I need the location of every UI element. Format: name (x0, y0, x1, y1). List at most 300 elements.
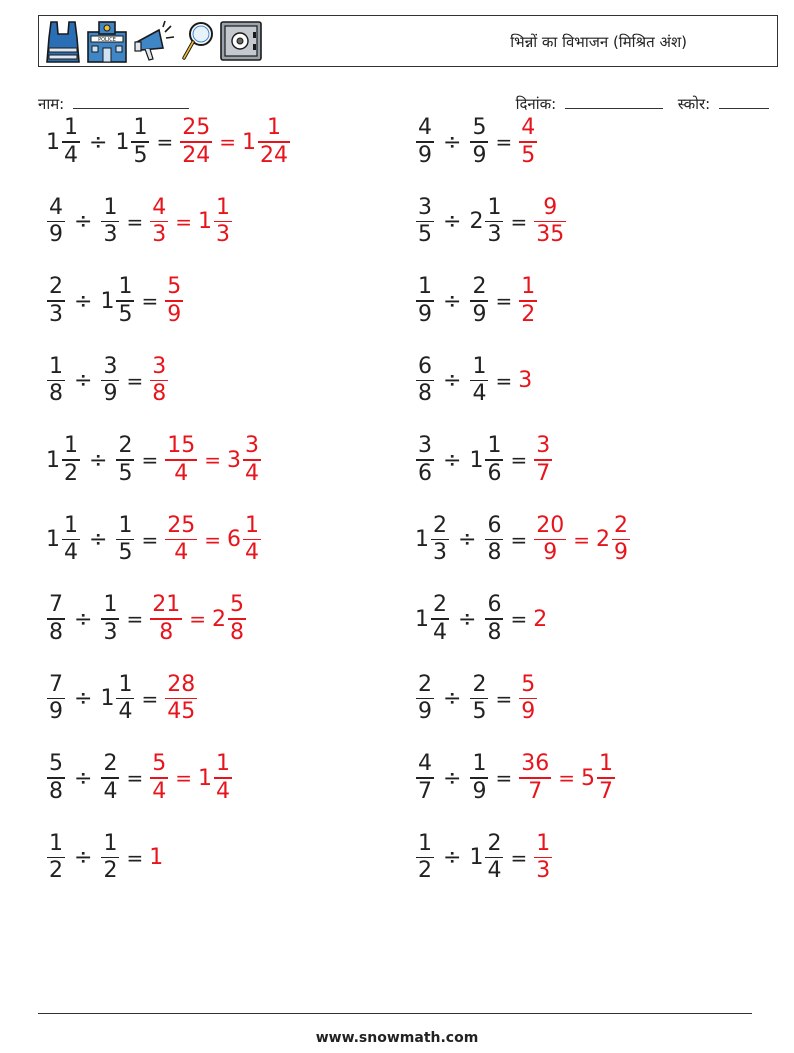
dividend-denominator: 8 (418, 381, 432, 407)
answer-numerator: 3 (536, 433, 551, 459)
equals-sign: = (126, 766, 144, 790)
answer-whole: 5 (580, 765, 595, 791)
answer-denominator: 4 (174, 540, 189, 566)
answer-fraction (597, 751, 615, 805)
divisor-numerator: 1 (133, 115, 148, 141)
answer (227, 513, 262, 567)
answer-fraction (150, 592, 182, 646)
dividend (46, 354, 66, 408)
divisor-denominator: 5 (118, 301, 133, 327)
answer (164, 274, 184, 328)
divisor-denominator: 3 (103, 222, 118, 248)
equals-sign: = (510, 607, 528, 631)
answer-numerator: 5 (152, 751, 167, 777)
divisor (100, 831, 120, 885)
divisor-fraction (131, 115, 149, 169)
dividend-denominator: 2 (418, 858, 432, 884)
divisor-whole: 1 (469, 845, 484, 870)
divisor-whole: 1 (469, 447, 484, 473)
equals-sign: = (126, 845, 144, 870)
problem-item (415, 667, 538, 731)
divisor-fraction (470, 115, 488, 169)
dividend-numerator: 5 (49, 751, 63, 777)
answer-numerator: 2 (613, 512, 628, 538)
dividend-numerator: 7 (49, 592, 63, 618)
answer (164, 433, 198, 487)
answer-fraction (519, 751, 551, 805)
dividend-fraction (47, 672, 65, 726)
problem-item (415, 190, 567, 254)
dividend-denominator: 7 (418, 778, 432, 804)
divide-sign: ÷ (443, 845, 462, 870)
equals-sign: = (510, 448, 528, 472)
name-label: नाम: (38, 95, 65, 113)
answer-whole: 1 (197, 209, 212, 234)
answer (212, 592, 247, 646)
divide-sign: ÷ (89, 129, 108, 155)
divisor-numerator: 1 (118, 274, 133, 300)
divisor-denominator: 9 (472, 142, 487, 168)
dividend-numerator: 1 (418, 830, 432, 856)
dividend-fraction (47, 274, 65, 328)
answer-whole: 3 (518, 368, 533, 393)
dividend-whole: 1 (46, 129, 60, 155)
dividend-denominator: 9 (418, 142, 432, 168)
divisor-numerator: 2 (472, 274, 487, 300)
divisor-whole: 1 (115, 129, 130, 155)
divisor-denominator: 8 (487, 540, 502, 566)
dividend (415, 513, 450, 567)
divisor-denominator: 3 (487, 222, 502, 248)
answer (179, 115, 213, 169)
equals-sign: = (495, 766, 513, 790)
answer (518, 672, 538, 726)
answer (518, 751, 552, 805)
answer-whole: 1 (197, 765, 212, 791)
dividend-denominator: 8 (49, 381, 63, 407)
answer-fraction (534, 513, 566, 567)
problem-item (415, 349, 533, 413)
problem-item (415, 269, 538, 333)
divisor-fraction (470, 672, 488, 726)
answer (164, 672, 198, 726)
answer-fraction (165, 513, 197, 567)
dividend (46, 751, 66, 805)
answer-equals-sign: = (189, 607, 206, 631)
divisor-numerator: 6 (487, 592, 502, 618)
equals-sign: = (510, 845, 528, 870)
date-blank[interactable] (565, 94, 663, 109)
answer-denominator: 7 (598, 778, 613, 804)
dividend-denominator: 9 (49, 699, 63, 725)
safe-icon (219, 18, 263, 64)
problem-item (415, 826, 553, 890)
answer-numerator: 3 (152, 353, 167, 379)
answer-denominator: 8 (152, 381, 167, 407)
divisor-fraction (116, 672, 134, 726)
problem-item (46, 667, 198, 731)
dividend (415, 592, 450, 646)
dividend (415, 672, 435, 726)
date-score-field (516, 94, 769, 114)
answer-fraction (150, 354, 168, 408)
dividend-denominator: 4 (433, 619, 447, 645)
answer-numerator: 1 (215, 751, 230, 777)
divisor-fraction (470, 274, 488, 328)
divide-sign: ÷ (443, 368, 462, 393)
header-icons (45, 18, 263, 64)
answer-denominator: 9 (613, 540, 628, 566)
divisor-numerator: 1 (472, 353, 487, 379)
answer-denominator: 4 (244, 540, 259, 566)
answer-fraction (519, 274, 537, 328)
dividend-fraction (62, 433, 80, 487)
dividend (415, 751, 435, 805)
divide-sign: ÷ (443, 288, 462, 314)
answer-denominator: 8 (229, 619, 244, 645)
answer (596, 513, 631, 567)
header-box (38, 15, 778, 67)
answer-numerator: 28 (167, 671, 196, 697)
divisor-denominator: 3 (103, 619, 118, 645)
divisor-denominator: 9 (103, 381, 118, 407)
divisor-denominator: 5 (118, 460, 133, 486)
divisor-denominator: 4 (118, 699, 133, 725)
divisor-fraction (470, 751, 488, 805)
dividend (46, 592, 66, 646)
answer-denominator: 2 (521, 301, 536, 327)
dividend-denominator: 9 (49, 222, 63, 248)
dividend (415, 354, 435, 408)
dividend (415, 115, 435, 169)
divisor (100, 592, 120, 646)
dividend-denominator: 4 (64, 142, 78, 168)
answer-denominator: 24 (182, 142, 211, 168)
dividend-denominator: 5 (418, 222, 432, 248)
answer-denominator: 7 (528, 778, 543, 804)
answer (149, 751, 169, 805)
dividend-denominator: 6 (418, 460, 432, 486)
divisor (100, 195, 120, 249)
name-blank[interactable] (73, 94, 189, 109)
problem-item (415, 428, 553, 492)
dividend-fraction (47, 592, 65, 646)
divisor-denominator: 4 (472, 381, 487, 407)
answer-denominator: 45 (167, 699, 196, 725)
equals-sign: = (495, 289, 513, 313)
dividend-numerator: 1 (49, 830, 63, 856)
dividend (46, 274, 66, 328)
divisor-denominator: 5 (133, 142, 148, 168)
dividend-whole: 1 (415, 606, 429, 632)
answer-fraction (150, 195, 168, 249)
dividend-numerator: 2 (433, 512, 447, 538)
answer-numerator: 3 (244, 433, 259, 459)
dividend-whole: 1 (46, 527, 60, 552)
divisor-fraction (116, 274, 134, 328)
answer-whole: 2 (533, 606, 548, 632)
dividend (415, 831, 435, 885)
divisor (469, 672, 489, 726)
answer-denominator: 3 (152, 222, 167, 248)
answer-numerator: 25 (182, 115, 211, 141)
dividend (46, 513, 81, 567)
divisor (469, 195, 504, 249)
answer-equals-sign: = (573, 527, 590, 552)
dividend (415, 274, 435, 328)
divisor-whole: 1 (100, 686, 115, 711)
divisor-fraction (116, 513, 134, 567)
answer-equals-sign: = (204, 448, 221, 472)
answer (149, 195, 169, 249)
dividend (46, 115, 81, 169)
dividend-fraction (416, 274, 434, 328)
answer-numerator: 20 (536, 512, 565, 538)
divide-sign: ÷ (443, 686, 462, 711)
dividend (46, 433, 81, 487)
equals-sign: = (510, 527, 528, 552)
divide-sign: ÷ (443, 209, 462, 234)
dividend-denominator: 9 (418, 301, 432, 327)
divisor-numerator: 1 (487, 194, 502, 220)
answer-fraction (165, 274, 183, 328)
divisor-denominator: 4 (487, 858, 502, 884)
date-label: दिनांक: (515, 95, 557, 113)
answer (518, 368, 533, 393)
divisor (100, 751, 120, 805)
dividend-numerator: 2 (433, 592, 447, 618)
answer-denominator: 3 (215, 222, 230, 248)
divisor (115, 513, 135, 567)
divide-sign: ÷ (89, 527, 108, 552)
equals-sign: = (510, 209, 528, 234)
dividend-numerator: 4 (49, 194, 63, 220)
problem-item (46, 587, 247, 651)
answer-fraction (180, 115, 212, 169)
divisor-numerator: 2 (118, 433, 133, 459)
answer-fraction (519, 672, 537, 726)
dividend-denominator: 2 (64, 460, 78, 486)
divide-sign: ÷ (443, 129, 462, 155)
answer-fraction (214, 751, 232, 805)
answer (581, 751, 616, 805)
divide-sign: ÷ (458, 606, 477, 632)
answer (198, 751, 233, 805)
divisor (100, 354, 120, 408)
answer (164, 513, 198, 567)
answer (242, 115, 291, 169)
divisor-denominator: 8 (487, 619, 502, 645)
equals-sign: = (495, 130, 513, 154)
answer-numerator: 4 (152, 194, 167, 220)
dividend-denominator: 4 (64, 540, 78, 566)
answer-denominator: 4 (215, 778, 230, 804)
dividend-numerator: 6 (418, 353, 432, 379)
answer-denominator: 24 (259, 142, 288, 168)
answer-denominator: 35 (536, 222, 565, 248)
megaphone-icon (133, 18, 177, 64)
answer-equals-sign: = (175, 766, 192, 790)
divide-sign: ÷ (74, 686, 93, 711)
dividend-fraction (416, 115, 434, 169)
divisor-numerator: 2 (472, 671, 487, 697)
dividend (46, 195, 66, 249)
divisor-denominator: 2 (103, 858, 118, 884)
answer-denominator: 8 (159, 619, 174, 645)
answer-denominator: 9 (543, 540, 558, 566)
answer-fraction (150, 751, 168, 805)
divisor (469, 433, 504, 487)
answer-numerator: 21 (152, 592, 181, 618)
divide-sign: ÷ (458, 527, 477, 552)
answer-fraction (243, 513, 261, 567)
divisor-whole: 2 (469, 209, 484, 234)
score-blank[interactable] (719, 94, 769, 109)
score-label: स्कोर: (677, 95, 711, 113)
footer-url: www.snowmath.com (315, 1030, 479, 1046)
answer-fraction (612, 513, 630, 567)
dividend-numerator: 2 (418, 671, 432, 697)
divisor-fraction (485, 831, 503, 885)
answer-fraction (534, 195, 566, 249)
answer (149, 592, 183, 646)
divisor-numerator: 1 (118, 671, 133, 697)
answer (149, 354, 169, 408)
answer (149, 845, 164, 870)
equals-sign: = (141, 686, 159, 711)
dividend-denominator: 8 (49, 778, 63, 804)
dividend-numerator: 2 (49, 274, 63, 300)
divisor (484, 513, 504, 567)
answer-equals-sign: = (175, 209, 192, 234)
dividend-numerator: 1 (49, 353, 63, 379)
divisor (100, 274, 135, 328)
divide-sign: ÷ (89, 447, 108, 473)
divisor-numerator: 2 (487, 830, 502, 856)
answer-denominator: 7 (536, 460, 551, 486)
dividend-fraction (47, 195, 65, 249)
answer-numerator: 1 (266, 115, 281, 141)
divisor-fraction (101, 592, 119, 646)
divisor-numerator: 6 (487, 512, 502, 538)
divisor-fraction (101, 751, 119, 805)
answer-whole: 6 (226, 527, 241, 552)
answer-numerator: 25 (167, 512, 196, 538)
problem-item (46, 269, 184, 333)
divisor-numerator: 2 (103, 751, 118, 777)
equals-sign: = (141, 527, 159, 552)
answer-fraction (165, 433, 197, 487)
problem-item (46, 110, 291, 174)
divisor-fraction (485, 513, 503, 567)
divisor-fraction (485, 433, 503, 487)
divisor-denominator: 5 (472, 699, 487, 725)
divisor-denominator: 4 (103, 778, 118, 804)
dividend (46, 672, 66, 726)
problem-item (415, 110, 538, 174)
dividend-whole: 1 (46, 447, 60, 473)
dividend-fraction (416, 354, 434, 408)
dividend (415, 195, 435, 249)
answer-numerator: 1 (536, 830, 551, 856)
problem-item (46, 428, 262, 492)
answer-denominator: 3 (536, 858, 551, 884)
dividend-fraction (416, 751, 434, 805)
divisor-fraction (485, 592, 503, 646)
divisor-fraction (101, 195, 119, 249)
answer (533, 831, 553, 885)
dividend-numerator: 3 (418, 433, 432, 459)
divide-sign: ÷ (74, 209, 93, 234)
worksheet-title: भिन्नों का विभाजन (मिश्रित अंश) (510, 33, 687, 51)
dividend-numerator: 1 (64, 433, 78, 459)
answer-denominator: 4 (174, 460, 189, 486)
answer-fraction (165, 672, 197, 726)
divisor (469, 831, 504, 885)
dividend-numerator: 1 (418, 274, 432, 300)
divisor-numerator: 1 (103, 194, 118, 220)
answer-denominator: 9 (521, 699, 536, 725)
answer-fraction (214, 195, 232, 249)
problem-item (46, 349, 169, 413)
dividend-denominator: 8 (49, 619, 63, 645)
dividend-fraction (416, 831, 434, 885)
answer (198, 195, 233, 249)
answer-numerator: 9 (543, 194, 558, 220)
answer-whole: 2 (595, 527, 610, 552)
divisor-fraction (116, 433, 134, 487)
equals-sign: = (126, 368, 144, 393)
answer-fraction (534, 831, 552, 885)
answer-fraction (243, 433, 261, 487)
answer-numerator: 36 (521, 751, 550, 777)
answer-fraction (519, 115, 537, 169)
dividend-denominator: 3 (433, 540, 447, 566)
divisor-whole: 1 (100, 288, 115, 314)
answer (533, 195, 567, 249)
divisor (469, 751, 489, 805)
answer-denominator: 9 (167, 301, 182, 327)
dividend-fraction (416, 672, 434, 726)
divisor-denominator: 9 (472, 778, 487, 804)
divisor-numerator: 1 (472, 751, 487, 777)
problem-item (415, 587, 548, 651)
police-station-icon (85, 18, 129, 64)
answer-numerator: 15 (167, 433, 196, 459)
dividend-numerator: 3 (418, 194, 432, 220)
equals-sign: = (495, 686, 513, 711)
divisor-fraction (101, 831, 119, 885)
problem-item (46, 190, 233, 254)
answer-numerator: 4 (521, 115, 536, 141)
svg-text:POLICE: POLICE (98, 37, 116, 43)
divisor-fraction (101, 354, 119, 408)
answer-numerator: 1 (521, 274, 536, 300)
divisor (469, 274, 489, 328)
equals-sign: = (126, 209, 144, 234)
answer (518, 274, 538, 328)
dividend-fraction (47, 831, 65, 885)
equals-sign: = (141, 289, 159, 313)
answer (533, 433, 553, 487)
divisor (469, 354, 489, 408)
dividend-denominator: 2 (49, 858, 63, 884)
dividend-whole: 1 (415, 527, 429, 552)
dividend-fraction (47, 751, 65, 805)
divide-sign: ÷ (74, 765, 93, 791)
problem-item (46, 826, 164, 890)
dividend-fraction (62, 513, 80, 567)
